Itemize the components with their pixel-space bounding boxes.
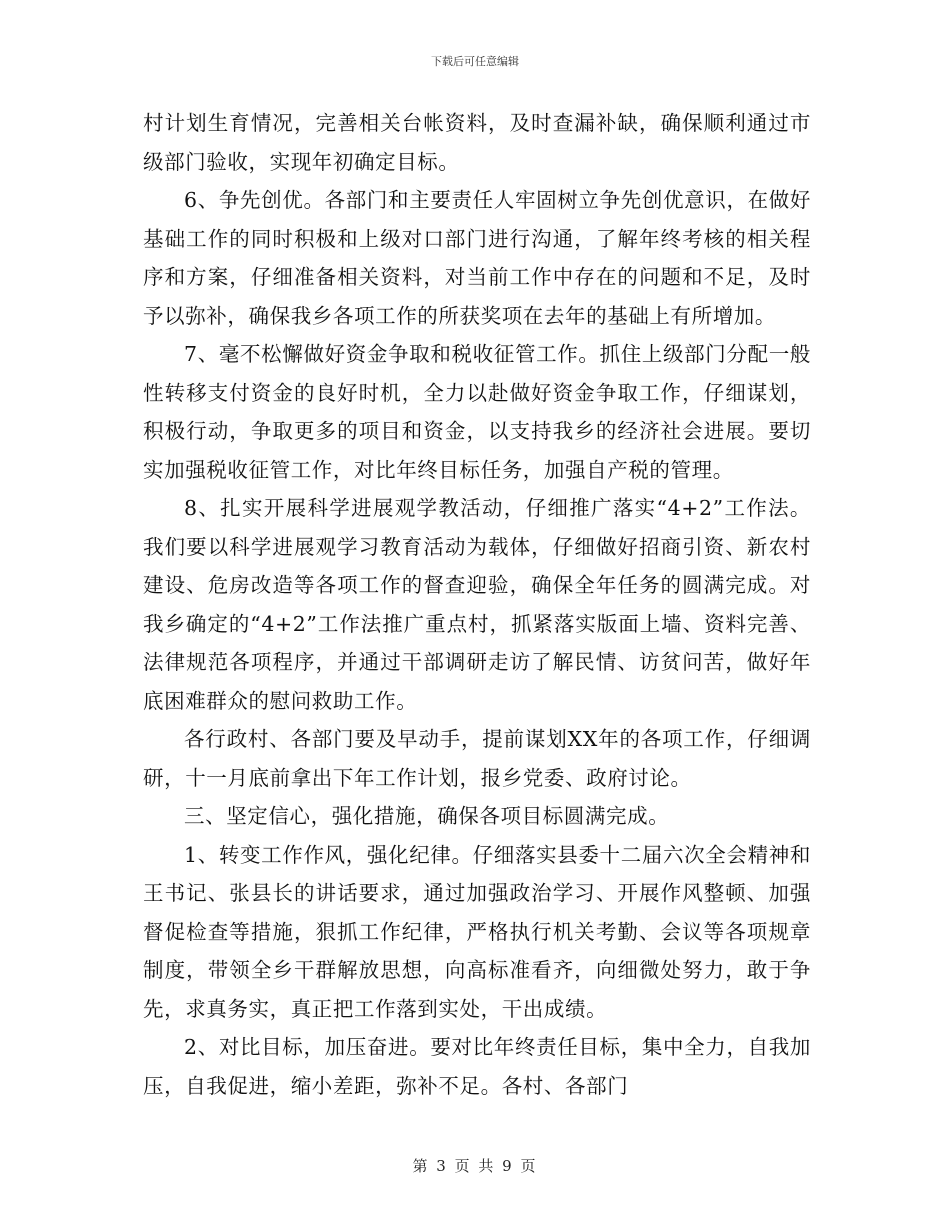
section-heading-3: 三、坚定信心，强化措施，确保各项目标圆满完成。	[184, 804, 670, 828]
paragraph-continuation: 村计划生育情况，完善相关台帐资料，及时查漏补缺，确保顺利通过市级部门验收，实现年初确定目标。	[143, 111, 811, 174]
paragraph-item-1: 1、转变工作作风，强化纪律。仔细落实县委十二届六次全会精神和王书记、张县长的讲话要求，通过加强政治学习、开展作风整顿、加强督促检查等措施，狠抓工作纪律，严格执行机关考勤、会议等各项规章制度，带领全乡干群解放思想，向高标准看齐，向细微处努力，敢于争先，求真务实，真正把工作落到实处，干出成绩。	[143, 842, 811, 1021]
paragraph-item-6: 6、争先创优。各部门和主要责任人牢固树立争先创优意识，在做好基础工作的同时积极和上级对口部门进行沟通，了解年终考核的相关程序和方案，仔细准备相关资料，对当前工作中存在的问题和不足，及时予以弥补，确保我乡各项工作的所获奖项在去年的基础上有所增加。	[143, 188, 811, 328]
page-header	[0, 53, 950, 69]
paragraph-planning: 各行政村、各部门要及早动手，提前谋划XX年的各项工作，仔细调研，十一月底前拿出下年工作计划，报乡党委、政府讨论。	[143, 727, 811, 790]
page-number: 第 3 页 共 9 页	[412, 1157, 538, 1175]
paragraph-item-7: 7、毫不松懈做好资金争取和税收征管工作。抓住上级部门分配一般性转移支付资金的良好时机，全力以赴做好资金争取工作，仔细谋划，积极行动，争取更多的项目和资金，以支持我乡的经济社会进展。要切实加强税收征管工作，对比年终目标任务，加强自产税的管理。	[143, 342, 811, 482]
page-footer	[0, 1155, 950, 1176]
document-body	[143, 104, 811, 1105]
header-note: 下载后可任意编辑	[431, 55, 519, 68]
paragraph-item-2: 2、对比目标，加压奋进。要对比年终责任目标，集中全力，自我加压，自我促进，缩小差距，弥补不足。各村、各部门	[143, 1035, 811, 1098]
paragraph-item-8: 8、扎实开展科学进展观学教活动，仔细推广落实“4+2”工作法。我们要以科学进展观学习教育活动为载体，仔细做好招商引资、新农村建设、危房改造等各项工作的督查迎验，确保全年任务的圆满完成。对我乡确定的“4+2”工作法推广重点村，抓紧落实版面上墙、资料完善、法律规范各项程序，并通过干部调研走访了解民情、访贫问苦，做好年底困难群众的慰问救助工作。	[143, 496, 811, 713]
